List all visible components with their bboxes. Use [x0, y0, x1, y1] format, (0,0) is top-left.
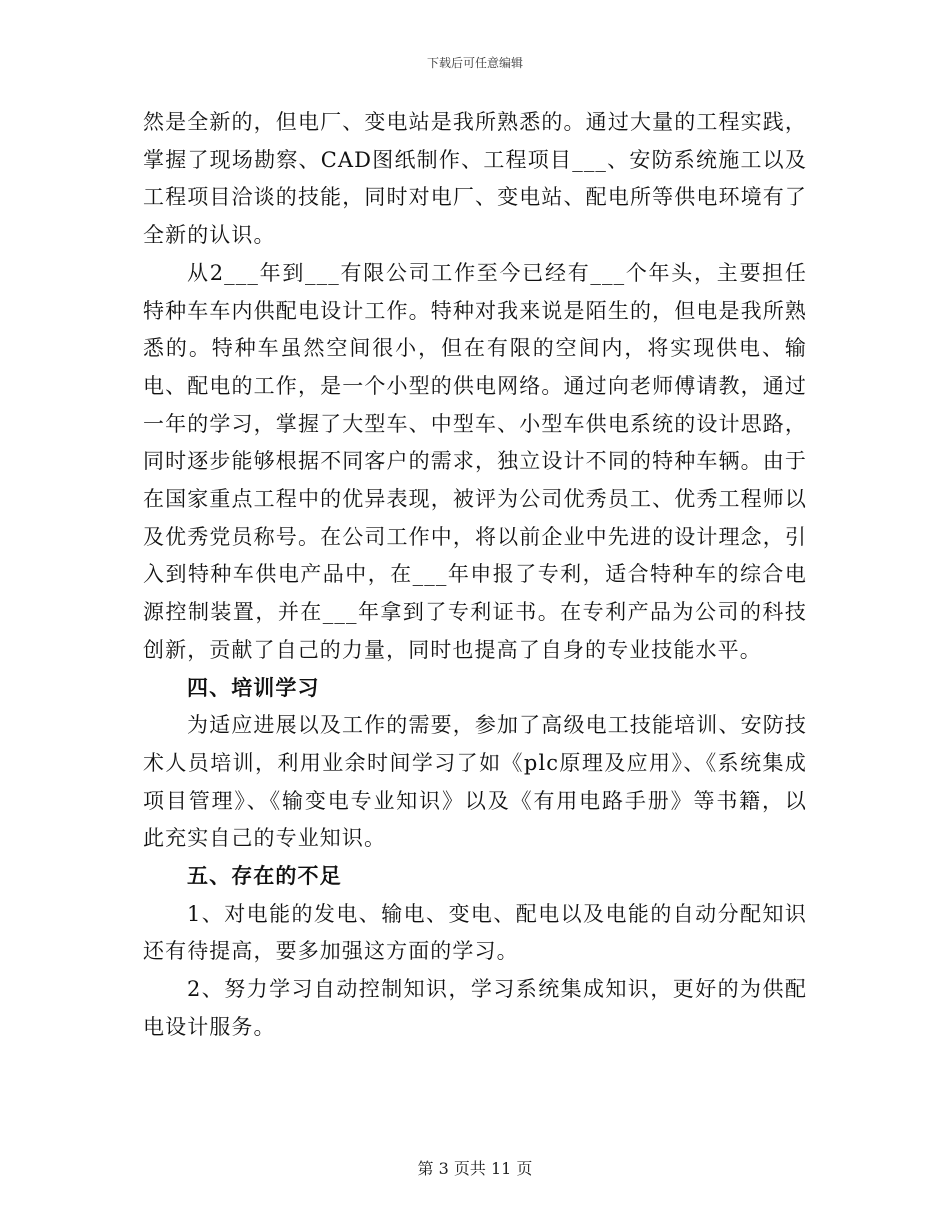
paragraph-shortcoming-1: 1、对电能的发电、输电、变电、配电以及电能的自动分配知识还有待提高，要多加强这方面的学习。: [143, 901, 807, 964]
section-heading-shortcomings: 五、存在的不足: [187, 864, 342, 889]
document-body: [143, 104, 807, 1047]
page-header: 下载后可任意编辑: [426, 56, 523, 70]
paragraph-training: 为适应进展以及工作的需要，参加了高级电工技能培训、安防技术人员培训，利用业余时间学习了如《plc原理及应用》、《系统集成项目管理》、《输变电专业知识》以及《有用电路手册》等书籍，以此充实自己的专业知识。: [143, 713, 807, 851]
page-number: 第 3 页共 11 页: [417, 1159, 533, 1178]
paragraph-shortcoming-2: 2、努力学习自动控制知识，学习系统集成知识，更好的为供配电设计服务。: [143, 977, 807, 1039]
paragraph-continued: 然是全新的，但电厂、变电站是我所熟悉的。通过大量的工程实践，掌握了现场勘察、CAD图纸制作、工程项目___、安防系统施工以及工程项目洽谈的技能，同时对电厂、变电站、配电所等供电环境有了全新的认识。: [143, 110, 807, 248]
paragraph-special-vehicle-work: 从2___年到___有限公司工作至今已经有___个年头，主要担任特种车车内供配电设计工作。特种对我来说是陌生的，但电是我所熟悉的。特种车虽然空间很小，但在有限的空间内，将实现供电、输电、配电的工作，是一个小型的供电网络。通过向老师傅请教，通过一年的学习，掌握了大型车、中型车、小型车供电系统的设计思路，同时逐步能够根据不同客户的需求，独立设计不同的特种车辆。由于在国家重点工程中的优异表现，被评为公司优秀员工、优秀工程师以及优秀党员称号。在公司工作中，将以前企业中先进的设计理念，引入到特种车供电产品中，在___年申报了专利，适合特种车的综合电源控制装置，并在___年拿到了专利证书。在专利产品为公司的科技创新，贡献了自己的力量，同时也提高了自身的专业技能水平。: [143, 260, 807, 662]
section-heading-training: 四、培训学习: [187, 675, 320, 700]
